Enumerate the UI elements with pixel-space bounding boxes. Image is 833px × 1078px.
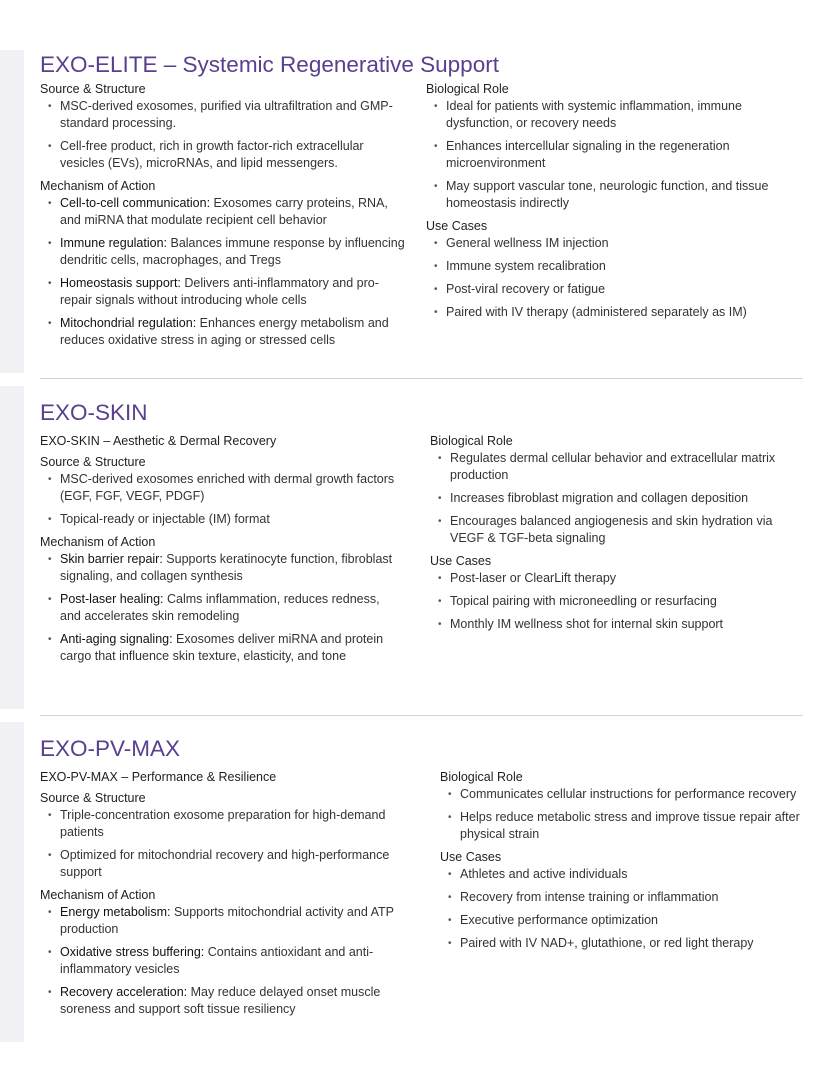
list-item bbox=[438, 304, 796, 321]
group-label: Mechanism of Action bbox=[40, 179, 156, 193]
product-section-exo-elite bbox=[0, 50, 833, 380]
list-item bbox=[52, 471, 400, 505]
item-lead: Energy metabolism: bbox=[60, 905, 171, 919]
bullet-list bbox=[430, 570, 800, 633]
list-item bbox=[452, 786, 810, 803]
list-item bbox=[442, 450, 800, 484]
item-lead: Homeostasis support: bbox=[60, 276, 181, 290]
list-item bbox=[52, 315, 410, 349]
list-item bbox=[452, 866, 810, 883]
bullet-list bbox=[40, 807, 400, 881]
list-item bbox=[452, 889, 810, 906]
item-text: Paired with IV NAD+, glutathione, or red light therapy bbox=[460, 936, 754, 950]
group-label: Source & Structure bbox=[40, 455, 146, 469]
group-label: Biological Role bbox=[426, 82, 509, 96]
section-title: EXO-SKIN bbox=[40, 400, 148, 425]
item-text: Monthly IM wellness shot for internal skin support bbox=[450, 617, 724, 631]
list-item bbox=[452, 935, 810, 952]
list-item bbox=[442, 490, 800, 507]
list-item bbox=[52, 591, 400, 625]
item-lead: Cell-to-cell communication: bbox=[60, 196, 211, 210]
list-item bbox=[52, 904, 400, 938]
list-item bbox=[52, 138, 410, 172]
list-item bbox=[52, 98, 410, 132]
list-item bbox=[452, 912, 810, 929]
list-item bbox=[438, 178, 796, 212]
list-item bbox=[52, 847, 400, 881]
group-label: Mechanism of Action bbox=[40, 888, 156, 902]
item-lead: Immune regulation: bbox=[60, 236, 168, 250]
product-section-exo-skin bbox=[0, 400, 833, 715]
item-text: Ideal for patients with systemic inflammation, immune dysfunction, or recovery needs bbox=[446, 99, 742, 130]
item-text: MSC-derived exosomes, purified via ultrafiltration and GMP-standard processing. bbox=[60, 99, 393, 130]
section-subtitle: EXO-SKIN – Aesthetic & Dermal Recovery bbox=[40, 434, 277, 448]
left-column bbox=[40, 769, 400, 1024]
item-lead: Anti-aging signaling: bbox=[60, 632, 173, 646]
item-text: Increases fibroblast migration and collagen deposition bbox=[450, 491, 749, 505]
group-label: Source & Structure bbox=[40, 82, 146, 96]
group-label: Use Cases bbox=[440, 850, 502, 864]
item-text: Delivers anti-inflammatory and pro-repair signals without introducing whole cells bbox=[60, 276, 379, 307]
section-divider bbox=[40, 715, 803, 716]
item-text: Enhances energy metabolism and reduces oxidative stress in aging or stressed cells bbox=[60, 316, 389, 347]
bullet-list bbox=[40, 98, 410, 172]
item-text: General wellness IM injection bbox=[446, 236, 609, 250]
item-text: Helps reduce metabolic stress and improve tissue repair after physical strain bbox=[460, 810, 800, 841]
item-text: May support vascular tone, neurologic function, and tissue homeostasis indirectly bbox=[446, 179, 769, 210]
item-text: Regulates dermal cellular behavior and extracellular matrix production bbox=[450, 451, 776, 482]
product-section-exo-pv-max bbox=[0, 736, 833, 1056]
left-column bbox=[40, 81, 410, 355]
bullet-list bbox=[426, 235, 796, 321]
list-item bbox=[52, 631, 400, 665]
item-text: Exosomes deliver miRNA and protein cargo that influence skin texture, elasticity, and tone bbox=[60, 632, 384, 663]
item-text: Exosomes carry proteins, RNA, and miRNA that modulate recipient cell behavior bbox=[60, 196, 388, 227]
item-text: Triple-concentration exosome preparation for high-demand patients bbox=[60, 808, 386, 839]
item-text: May reduce delayed onset muscle soreness and support soft tissue resiliency bbox=[60, 985, 381, 1016]
item-text: Executive performance optimization bbox=[460, 913, 659, 927]
group-label: Source & Structure bbox=[40, 791, 146, 805]
group-label: Use Cases bbox=[430, 554, 492, 568]
right-column bbox=[430, 433, 800, 639]
item-text: Balances immune response by influencing dendritic cells, macrophages, and Tregs bbox=[60, 236, 405, 267]
bullet-list bbox=[40, 551, 400, 665]
item-text: Contains antioxidant and anti-inflammatory vesicles bbox=[60, 945, 374, 976]
bullet-list bbox=[440, 866, 810, 952]
item-text: Topical-ready or injectable (IM) format bbox=[60, 512, 270, 526]
list-item bbox=[438, 98, 796, 132]
list-item bbox=[52, 807, 400, 841]
item-lead: Mitochondrial regulation: bbox=[60, 316, 197, 330]
item-text: Supports mitochondrial activity and ATP production bbox=[60, 905, 394, 936]
left-column bbox=[40, 433, 400, 671]
list-item bbox=[442, 593, 800, 610]
list-item bbox=[52, 195, 410, 229]
item-text: Enhances intercellular signaling in the regeneration microenvironment bbox=[446, 139, 730, 170]
bullet-list bbox=[40, 904, 400, 1018]
list-item bbox=[52, 944, 400, 978]
item-lead: Oxidative stress buffering: bbox=[60, 945, 205, 959]
list-item bbox=[438, 235, 796, 252]
item-text: Athletes and active individuals bbox=[460, 867, 628, 881]
group-label: Biological Role bbox=[430, 434, 513, 448]
item-text: MSC-derived exosomes enriched with dermal growth factors (EGF, FGF, VEGF, PDGF) bbox=[60, 472, 395, 503]
item-text: Supports keratinocyte function, fibroblast signaling, and collagen synthesis bbox=[60, 552, 393, 583]
section-subtitle: EXO-PV-MAX – Performance & Resilience bbox=[40, 770, 277, 784]
list-item bbox=[52, 984, 400, 1018]
list-item bbox=[442, 513, 800, 547]
bullet-list bbox=[440, 786, 810, 843]
bullet-list bbox=[40, 471, 400, 528]
item-text: Immune system recalibration bbox=[446, 259, 606, 273]
list-item bbox=[442, 570, 800, 587]
item-text: Recovery from intense training or inflammation bbox=[460, 890, 719, 904]
item-text: Cell-free product, rich in growth factor-rich extracellular vesicles (EVs), microRNAs, and lipid messengers. bbox=[60, 139, 364, 170]
list-item bbox=[52, 511, 400, 528]
bullet-list bbox=[430, 450, 800, 547]
list-item bbox=[52, 235, 410, 269]
item-text: Post-viral recovery or fatigue bbox=[446, 282, 606, 296]
section-title: EXO-PV-MAX bbox=[40, 736, 181, 761]
list-item bbox=[438, 258, 796, 275]
group-label: Mechanism of Action bbox=[40, 535, 156, 549]
list-item bbox=[52, 275, 410, 309]
group-label: Biological Role bbox=[440, 770, 523, 784]
bullet-list bbox=[426, 98, 796, 212]
item-text: Encourages balanced angiogenesis and skin hydration via VEGF & TGF-beta signaling bbox=[450, 514, 773, 545]
section-title: EXO-ELITE – Systemic Regenerative Support bbox=[40, 52, 499, 77]
bullet-list bbox=[40, 195, 410, 349]
right-column bbox=[440, 769, 810, 958]
item-text: Optimized for mitochondrial recovery and high-performance support bbox=[60, 848, 390, 879]
item-text: Paired with IV therapy (administered separately as IM) bbox=[446, 305, 747, 319]
item-text: Topical pairing with microneedling or resurfacing bbox=[450, 594, 717, 608]
list-item bbox=[442, 616, 800, 633]
list-item bbox=[438, 281, 796, 298]
item-text: Post-laser or ClearLift therapy bbox=[450, 571, 617, 585]
section-divider bbox=[40, 378, 803, 379]
item-lead: Recovery acceleration: bbox=[60, 985, 188, 999]
item-text: Calms inflammation, reduces redness, and accelerates skin remodeling bbox=[60, 592, 380, 623]
right-column bbox=[426, 81, 796, 327]
group-label: Use Cases bbox=[426, 219, 488, 233]
list-item bbox=[452, 809, 810, 843]
item-text: Communicates cellular instructions for performance recovery bbox=[460, 787, 797, 801]
list-item bbox=[438, 138, 796, 172]
item-lead: Post-laser healing: bbox=[60, 592, 164, 606]
item-lead: Skin barrier repair: bbox=[60, 552, 163, 566]
list-item bbox=[52, 551, 400, 585]
